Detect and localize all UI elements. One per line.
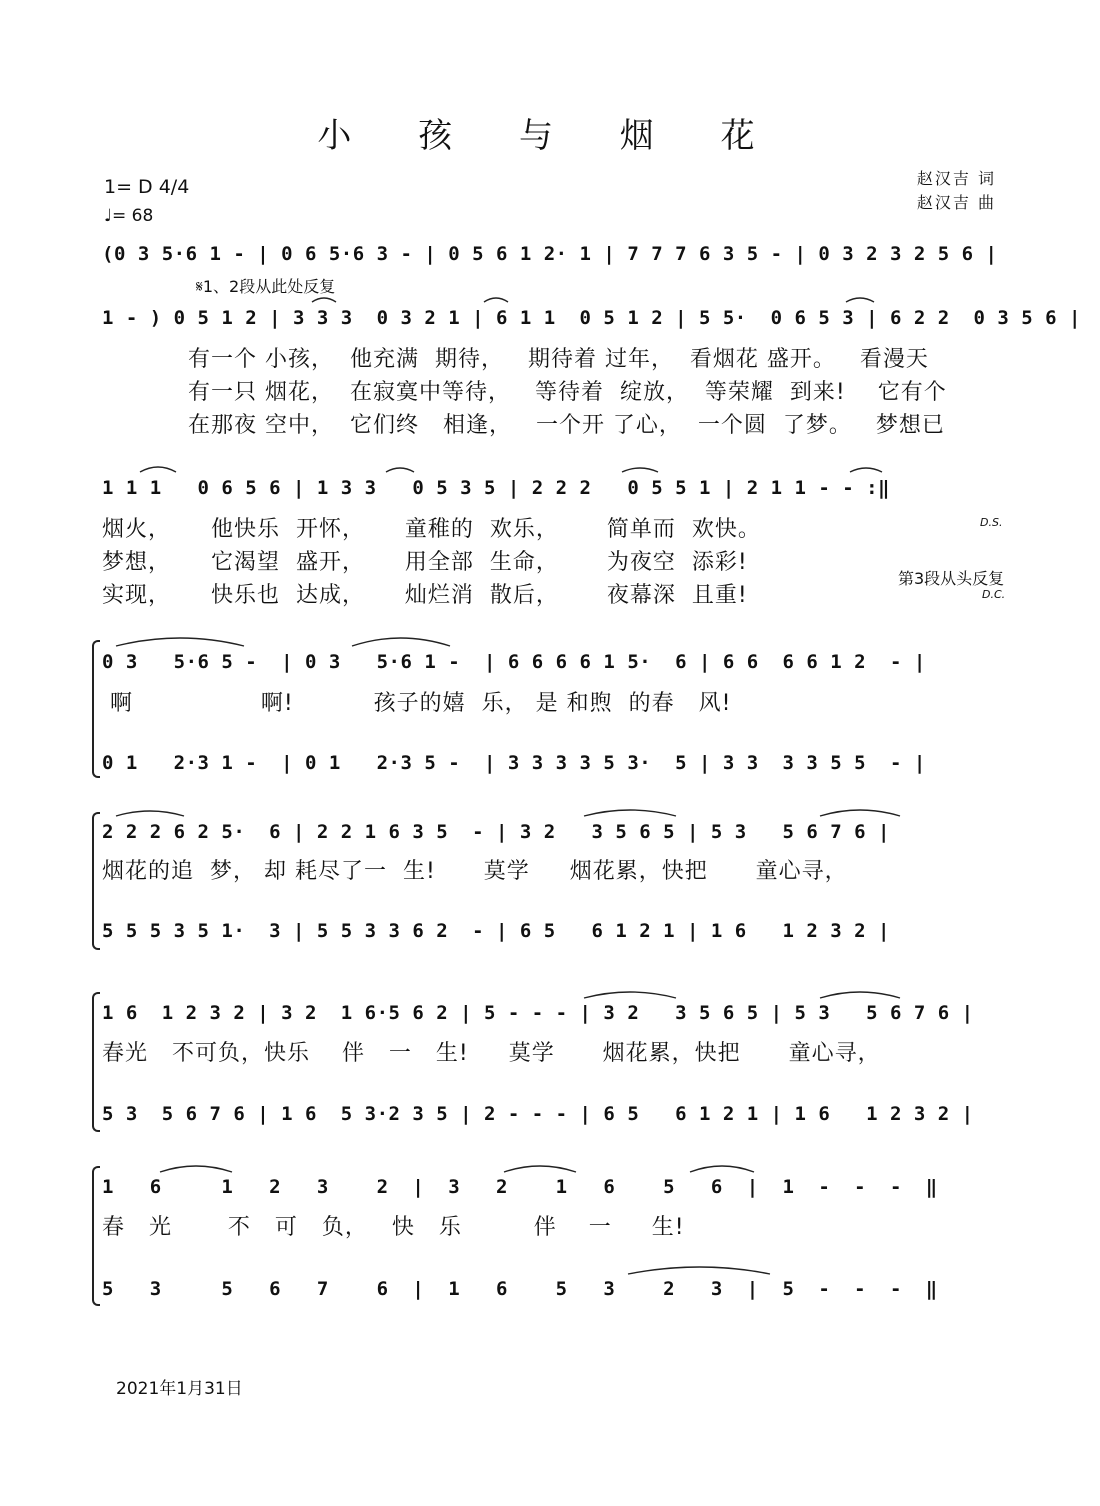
- key-signature: 1= D 4/4: [104, 176, 190, 198]
- verse-lyric: 梦想， 它渴望 盛开， 用全部 生命， 为夜空 添彩!: [102, 550, 748, 575]
- chorus-upper-notation: 1 6 1 2 3 2 | 3 2 1 6 5 6 | 1 - - - ‖: [102, 1176, 938, 1198]
- chorus-upper-notation: 0 3 5·6 5 - | 0 3 5·6 1 - | 6 6 6 6 1 5· 6 | 6 6 6 6 1 2 - |: [102, 651, 926, 673]
- segno-note: 𝄋1、2段从此处反复: [196, 277, 336, 296]
- chorus-lyric: 春 光 不 可 负， 快 乐 伴 一 生!: [102, 1215, 685, 1240]
- composer-credit: 赵汉吉 曲: [916, 193, 996, 212]
- verse-lyric: 实现， 快乐也 达成， 灿烂消 散后， 夜幕深 且重!: [102, 583, 748, 608]
- dal-segno: D.S.: [980, 516, 1003, 529]
- verse-notation-2: 1 1 1 0 6 5 6 | 1 3 3 0 5 3 5 | 2 2 2 0 5 5 1 | 2 1 1 - - :‖: [102, 477, 890, 499]
- chorus-lower-notation: 5 3 5 6 7 6 | 1 6 5 3 2 3 | 5 - - - ‖: [102, 1278, 938, 1300]
- verse-notation-1: 1 - ) 0 5 1 2 | 3 3 3 0 3 2 1 | 6 1 1 0 5 1 2 | 5 5· 0 6 5 3 | 6 2 2 0 3 5 6 |: [102, 307, 1081, 329]
- chorus-lyric: 烟花的追 梦， 却 耗尽了一 生! 莫学 烟花累，快把 童心寻，: [102, 859, 848, 884]
- chorus-upper-notation: 1 6 1 2 3 2 | 3 2 1 6·5 6 2 | 5 - - - | 3 2 3 5 6 5 | 5 3 5 6 7 6 |: [102, 1002, 974, 1024]
- dc-note: 第3段从头反复: [898, 569, 1005, 588]
- chorus-lower-notation: 5 5 5 3 5 1· 3 | 5 5 3 3 6 2 - | 6 5 6 1 2 1 | 1 6 1 2 3 2 |: [102, 920, 890, 942]
- verse-lyric: 烟火， 他快乐 开怀， 童稚的 欢乐， 简单而 欢快。: [102, 517, 761, 542]
- verse-lyric: 有一只 烟花， 在寂寞中等待， 等待着 绽放， 等荣耀 到来! 它有个: [188, 380, 947, 405]
- da-capo: D.C.: [982, 588, 1006, 601]
- lyricist-credit: 赵汉吉 词: [916, 169, 996, 188]
- verse-lyric: 在那夜 空中， 它们终 相逢， 一个开 了心， 一个圆 了梦。 梦想已: [188, 413, 945, 438]
- score-title: 小 孩 与 烟 花: [317, 116, 783, 156]
- chorus-lower-notation: 5 3 5 6 7 6 | 1 6 5 3·2 3 5 | 2 - - - | 6 5 6 1 2 1 | 1 6 1 2 3 2 |: [102, 1103, 974, 1125]
- chorus-lower-notation: 0 1 2·3 1 - | 0 1 2·3 5 - | 3 3 3 3 5 3· 5 | 3 3 3 3 5 5 - |: [102, 752, 926, 774]
- chorus-lyric: 啊 啊! 孩子的嬉 乐， 是 和煦 的春 风!: [102, 691, 732, 716]
- chorus-upper-notation: 2 2 2 6 2 5· 6 | 2 2 1 6 3 5 - | 3 2 3 5 6 5 | 5 3 5 6 7 6 |: [102, 821, 890, 843]
- verse-lyric: 有一个 小孩， 他充满 期待， 期待着 过年， 看烟花 盛开。 看漫天: [188, 347, 929, 372]
- tempo-marking: ♩= 68: [104, 206, 154, 226]
- intro-notation: (0 3 5·6 1 - | 0 6 5·6 3 - | 0 5 6 1 2· 1 | 7 7 7 6 3 5 - | 0 3 2 3 2 5 6 |: [102, 243, 998, 265]
- date-footer: 2021年1月31日: [116, 1379, 243, 1399]
- chorus-lyric: 春光 不可负，快乐 伴 一 生! 莫学 烟花累，快把 童心寻，: [102, 1041, 881, 1066]
